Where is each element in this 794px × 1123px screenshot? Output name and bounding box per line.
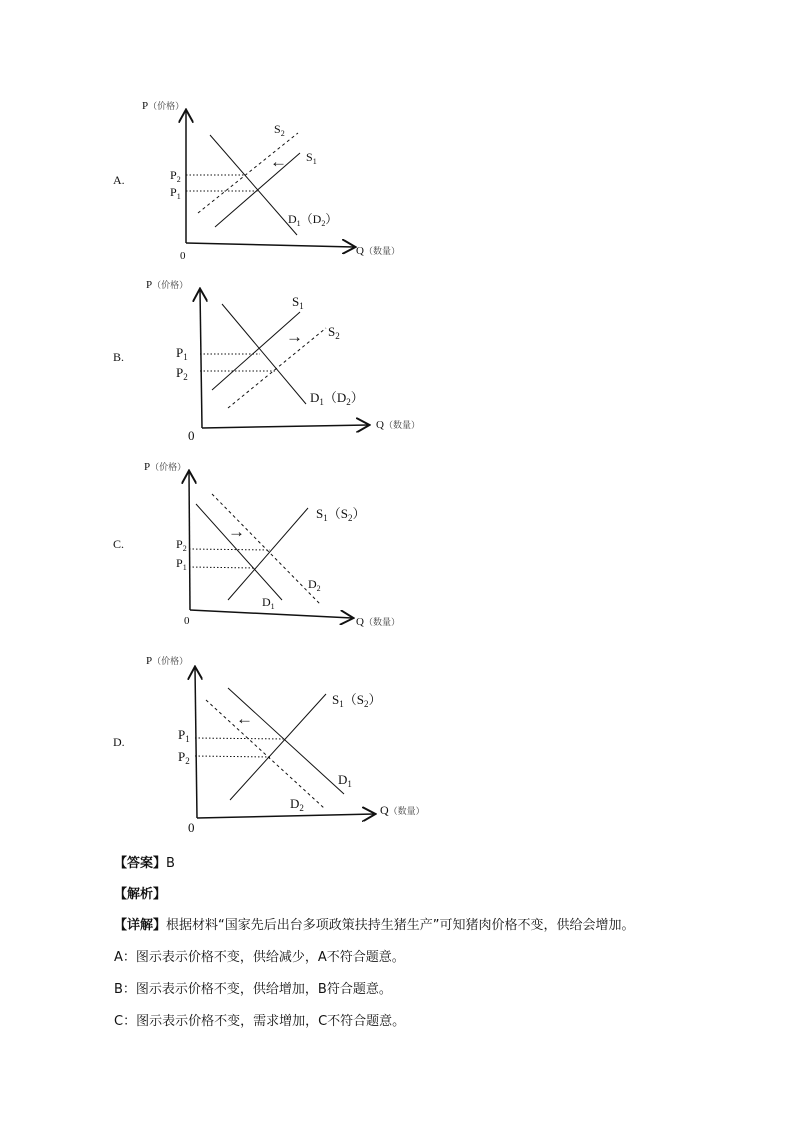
explanation-line-a: A：图示表示价格不变，供给减少，A不符合题意。: [114, 950, 405, 965]
q-axis: [190, 610, 352, 618]
p-axis: [200, 290, 202, 428]
p-axis-label: P（价格）: [144, 461, 187, 473]
shift-arrow: →: [286, 327, 303, 346]
q-axis-label: Q（数量）: [356, 245, 400, 257]
p-axis-label: P（价格）: [146, 655, 189, 667]
option-d-label: D.: [113, 735, 125, 749]
p-high-label: $P_2$: [170, 168, 181, 184]
p-high-label: $P_1$: [176, 345, 188, 362]
p-high-label: $P_1$: [178, 727, 190, 744]
p1-dotted-line: [189, 567, 255, 568]
p2-dotted-line: [189, 549, 270, 550]
origin-label: 0: [184, 615, 190, 627]
demand-curve-d1: [228, 688, 344, 794]
shift-arrow: →: [228, 522, 245, 541]
p1-dotted-line: [195, 738, 286, 739]
s-label: $S_1(S_2)$: [316, 506, 366, 523]
p-low-label: $P_2$: [176, 365, 188, 382]
q-axis-label: Q（数量）: [356, 616, 400, 628]
detail-line: [114, 914, 635, 933]
p-low-label: $P_1$: [176, 556, 187, 572]
q-axis-label: Q（数量）: [380, 803, 425, 817]
q-axis-label: Q（数量）: [376, 419, 420, 431]
p-low-label: $P_2$: [178, 749, 190, 766]
option-b-graph: [140, 270, 420, 445]
p-axis-label: P（价格）: [146, 279, 189, 291]
p-high-label: $P_2$: [176, 537, 187, 553]
option-a-label: A.: [113, 173, 125, 187]
origin-label: 0: [180, 250, 186, 262]
explanation-line-c: C：图示表示价格不变，需求增加，C不符合题意。: [114, 1014, 406, 1029]
d1-label: $D_1$: [338, 772, 352, 789]
d-label: $D_1(D_2)$: [310, 390, 364, 407]
answer-bracket: 【答案】: [114, 856, 167, 871]
d-label: $D_1(D_2)$: [288, 212, 338, 228]
option-d-graph: [140, 648, 430, 838]
option-b-label: B.: [113, 350, 125, 364]
origin-label: 0: [188, 428, 195, 443]
supply-curve-s2: [198, 133, 298, 213]
d1-label: $D_1$: [262, 595, 275, 611]
answer-value: B: [166, 856, 175, 871]
p-axis: [195, 668, 197, 818]
s1-label: $S_1$: [292, 294, 304, 311]
answer-line: [114, 852, 175, 871]
shift-arrow: ←: [236, 709, 253, 728]
option-a-graph: [140, 95, 400, 265]
d2-label: $D_2$: [308, 577, 321, 593]
analysis-heading: [114, 883, 166, 902]
detail-text: 根据材料“国家先后出台多项政策扶持生猪生产”可知猪肉价格不变，供给会增加。: [166, 918, 635, 933]
detail-bracket: 【详解】: [114, 918, 167, 933]
q-axis: [202, 425, 368, 428]
p-low-label: $P_1$: [170, 185, 181, 201]
p2-dotted-line: [195, 756, 270, 757]
s-label: $S_1(S_2)$: [332, 692, 382, 709]
option-c-label: C.: [113, 537, 125, 551]
origin-label: 0: [188, 820, 195, 835]
s2-label: $S_2$: [274, 122, 285, 138]
shift-arrow: ←: [270, 152, 287, 171]
explanation-line-b: B：图示表示价格不变，供给增加，B符合题意。: [114, 982, 392, 997]
p-axis-label: P（价格）: [142, 100, 185, 112]
s2-label: $S_2$: [328, 324, 340, 341]
d2-label: $D_2$: [290, 796, 304, 813]
q-axis: [197, 814, 374, 818]
q-axis: [186, 243, 354, 247]
analysis-bracket: 【解析】: [114, 887, 167, 902]
s1-label: $S_1$: [306, 150, 317, 166]
supply-curve-s1: [212, 312, 300, 390]
p-axis: [189, 472, 190, 610]
option-c-graph: [140, 458, 410, 633]
